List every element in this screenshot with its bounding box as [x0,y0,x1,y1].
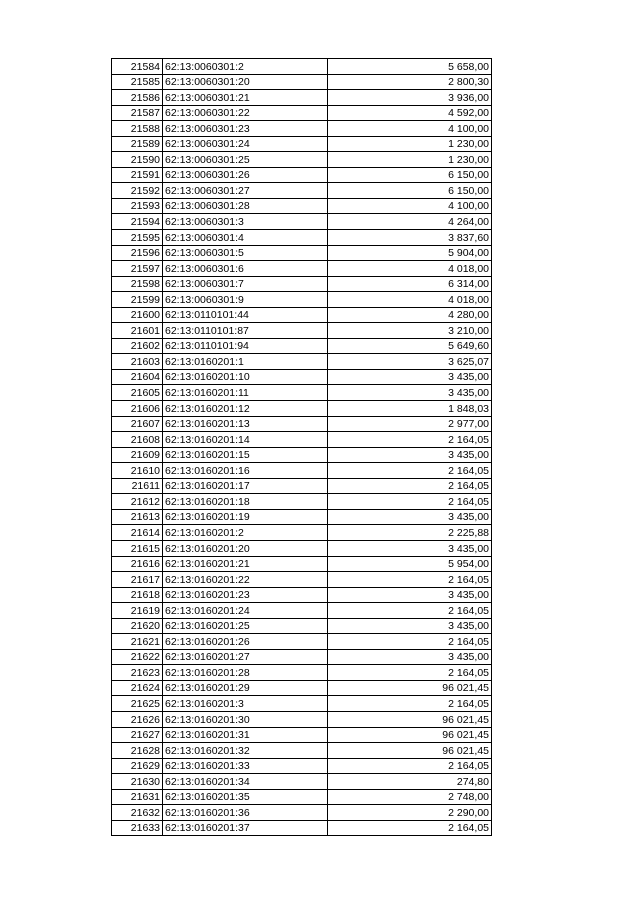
cadastral-number: 62:13:0160201:22 [163,572,328,588]
table-row [112,540,492,556]
table-row [112,354,492,370]
row-number: 21623 [112,665,163,681]
cadastral-number: 62:13:0160201:14 [163,432,328,448]
cadastral-number: 62:13:0160201:32 [163,743,328,759]
row-number: 21601 [112,323,163,339]
cadastral-number: 62:13:0110101:94 [163,338,328,354]
table-row [112,556,492,572]
cadastral-value: 2 748,00 [328,789,492,805]
row-number: 21596 [112,245,163,261]
cadastral-value: 96 021,45 [328,743,492,759]
table-row [112,385,492,401]
cadastral-number: 62:13:0160201:19 [163,509,328,525]
cadastral-value: 3 435,00 [328,587,492,603]
row-number: 21617 [112,572,163,588]
cadastral-number: 62:13:0160201:23 [163,587,328,603]
table-row [112,292,492,308]
cadastral-value: 3 435,00 [328,385,492,401]
cadastral-value: 4 100,00 [328,121,492,137]
cadastral-number: 62:13:0060301:23 [163,121,328,137]
row-number: 21590 [112,152,163,168]
table-row [112,525,492,541]
cadastral-value: 2 164,05 [328,696,492,712]
table-row [112,59,492,75]
row-number: 21629 [112,758,163,774]
row-number: 21606 [112,401,163,417]
cadastral-number: 62:13:0060301:20 [163,74,328,90]
table-body [112,59,492,836]
cadastral-number: 62:13:0160201:24 [163,603,328,619]
table-row [112,245,492,261]
row-number: 21599 [112,292,163,308]
row-number: 21626 [112,711,163,727]
row-number: 21586 [112,90,163,106]
row-number: 21591 [112,167,163,183]
table-row [112,805,492,821]
cadastral-value: 2 164,05 [328,820,492,836]
row-number: 21612 [112,494,163,510]
table-row [112,789,492,805]
cadastral-value: 2 164,05 [328,463,492,479]
row-number: 21631 [112,789,163,805]
row-number: 21592 [112,183,163,199]
cadastral-value: 2 164,05 [328,603,492,619]
cadastral-number: 62:13:0060301:7 [163,276,328,292]
table-row [112,121,492,137]
cadastral-value: 3 435,00 [328,369,492,385]
row-number: 21614 [112,525,163,541]
row-number: 21588 [112,121,163,137]
cadastral-number: 62:13:0160201:15 [163,447,328,463]
cadastral-number: 62:13:0160201:28 [163,665,328,681]
cadastral-value: 6 150,00 [328,167,492,183]
row-number: 21609 [112,447,163,463]
row-number: 21589 [112,136,163,152]
table-row [112,183,492,199]
table-row [112,634,492,650]
cadastral-value: 2 800,30 [328,74,492,90]
cadastral-number: 62:13:0160201:2 [163,525,328,541]
table-row [112,307,492,323]
row-number: 21633 [112,820,163,836]
table-row [112,696,492,712]
row-number: 21628 [112,743,163,759]
table-row [112,820,492,836]
cadastral-value: 3 936,00 [328,90,492,106]
table-row [112,494,492,510]
cadastral-number: 62:13:0110101:87 [163,323,328,339]
row-number: 21602 [112,338,163,354]
cadastral-number: 62:13:0060301:24 [163,136,328,152]
cadastral-value: 1 230,00 [328,136,492,152]
cadastral-number: 62:13:0160201:16 [163,463,328,479]
table-row [112,416,492,432]
cadastral-value: 1 230,00 [328,152,492,168]
table-row [112,758,492,774]
table-row [112,432,492,448]
row-number: 21611 [112,478,163,494]
row-number: 21624 [112,680,163,696]
table-row [112,649,492,665]
cadastral-value: 2 164,05 [328,572,492,588]
row-number: 21595 [112,230,163,246]
row-number: 21625 [112,696,163,712]
table-row [112,727,492,743]
row-number: 21627 [112,727,163,743]
cadastral-value: 274,80 [328,774,492,790]
cadastral-value-table [111,58,492,836]
table-row [112,90,492,106]
row-number: 21600 [112,307,163,323]
cadastral-value: 5 649,60 [328,338,492,354]
row-number: 21613 [112,509,163,525]
cadastral-value: 2 977,00 [328,416,492,432]
table-row [112,230,492,246]
cadastral-number: 62:13:0110101:44 [163,307,328,323]
table-row [112,665,492,681]
row-number: 21597 [112,261,163,277]
row-number: 21607 [112,416,163,432]
row-number: 21619 [112,603,163,619]
cadastral-number: 62:13:0160201:17 [163,478,328,494]
row-number: 21616 [112,556,163,572]
table-row [112,447,492,463]
cadastral-number: 62:13:0160201:18 [163,494,328,510]
cadastral-number: 62:13:0160201:35 [163,789,328,805]
cadastral-number: 62:13:0160201:1 [163,354,328,370]
row-number: 21608 [112,432,163,448]
table-row [112,680,492,696]
cadastral-value: 2 164,05 [328,665,492,681]
cadastral-value: 3 435,00 [328,649,492,665]
cadastral-number: 62:13:0060301:3 [163,214,328,230]
cadastral-number: 62:13:0160201:3 [163,696,328,712]
cadastral-value: 4 264,00 [328,214,492,230]
cadastral-value: 3 435,00 [328,447,492,463]
cadastral-value: 4 018,00 [328,261,492,277]
row-number: 21585 [112,74,163,90]
row-number: 21615 [112,540,163,556]
cadastral-value: 3 210,00 [328,323,492,339]
cadastral-number: 62:13:0060301:25 [163,152,328,168]
cadastral-value: 3 435,00 [328,509,492,525]
row-number: 21621 [112,634,163,650]
table-row [112,587,492,603]
row-number: 21593 [112,198,163,214]
cadastral-number: 62:13:0060301:28 [163,198,328,214]
row-number: 21618 [112,587,163,603]
cadastral-value: 5 954,00 [328,556,492,572]
cadastral-value: 4 018,00 [328,292,492,308]
cadastral-value: 3 625,07 [328,354,492,370]
table-row [112,338,492,354]
cadastral-number: 62:13:0160201:37 [163,820,328,836]
cadastral-number: 62:13:0160201:12 [163,401,328,417]
cadastral-value: 2 225,88 [328,525,492,541]
cadastral-value: 4 100,00 [328,198,492,214]
cadastral-number: 62:13:0160201:31 [163,727,328,743]
cadastral-number: 62:13:0060301:6 [163,261,328,277]
cadastral-value: 2 164,05 [328,432,492,448]
cadastral-number: 62:13:0160201:27 [163,649,328,665]
row-number: 21603 [112,354,163,370]
cadastral-value: 96 021,45 [328,727,492,743]
table-row [112,261,492,277]
cadastral-value: 96 021,45 [328,680,492,696]
cadastral-value: 6 314,00 [328,276,492,292]
row-number: 21594 [112,214,163,230]
table-row [112,74,492,90]
row-number: 21584 [112,59,163,75]
cadastral-value: 3 435,00 [328,540,492,556]
cadastral-number: 62:13:0160201:13 [163,416,328,432]
cadastral-number: 62:13:0160201:29 [163,680,328,696]
row-number: 21620 [112,618,163,634]
cadastral-value: 2 164,05 [328,758,492,774]
row-number: 21630 [112,774,163,790]
table-row [112,463,492,479]
cadastral-number: 62:13:0160201:11 [163,385,328,401]
cadastral-number: 62:13:0160201:10 [163,369,328,385]
cadastral-number: 62:13:0160201:34 [163,774,328,790]
cadastral-number: 62:13:0060301:21 [163,90,328,106]
table-row [112,105,492,121]
cadastral-value: 96 021,45 [328,711,492,727]
cadastral-value: 4 280,00 [328,307,492,323]
cadastral-value: 5 658,00 [328,59,492,75]
cadastral-value: 5 904,00 [328,245,492,261]
cadastral-value: 1 848,03 [328,401,492,417]
cadastral-number: 62:13:0060301:27 [163,183,328,199]
table-row [112,711,492,727]
row-number: 21605 [112,385,163,401]
cadastral-number: 62:13:0060301:22 [163,105,328,121]
cadastral-value: 2 164,05 [328,494,492,510]
row-number: 21622 [112,649,163,665]
table-row [112,401,492,417]
cadastral-number: 62:13:0160201:25 [163,618,328,634]
cadastral-value: 2 290,00 [328,805,492,821]
table-row [112,369,492,385]
cadastral-number: 62:13:0160201:26 [163,634,328,650]
row-number: 21610 [112,463,163,479]
table-row [112,276,492,292]
table-row [112,509,492,525]
cadastral-number: 62:13:0160201:20 [163,540,328,556]
row-number: 21604 [112,369,163,385]
cadastral-number: 62:13:0060301:26 [163,167,328,183]
table-row [112,152,492,168]
table-row [112,618,492,634]
cadastral-value: 2 164,05 [328,478,492,494]
cadastral-number: 62:13:0060301:5 [163,245,328,261]
cadastral-value: 3 435,00 [328,618,492,634]
table-row [112,478,492,494]
cadastral-value: 2 164,05 [328,634,492,650]
table-row [112,198,492,214]
table-row [112,136,492,152]
row-number: 21632 [112,805,163,821]
cadastral-value: 3 837,60 [328,230,492,246]
cadastral-number: 62:13:0060301:9 [163,292,328,308]
table-row [112,774,492,790]
table-row [112,167,492,183]
cadastral-value: 6 150,00 [328,183,492,199]
cadastral-number: 62:13:0160201:33 [163,758,328,774]
cadastral-number: 62:13:0060301:4 [163,230,328,246]
cadastral-number: 62:13:0160201:36 [163,805,328,821]
row-number: 21598 [112,276,163,292]
cadastral-number: 62:13:0060301:2 [163,59,328,75]
cadastral-value: 4 592,00 [328,105,492,121]
table-row [112,323,492,339]
row-number: 21587 [112,105,163,121]
table-row [112,572,492,588]
cadastral-number: 62:13:0160201:30 [163,711,328,727]
table-row [112,214,492,230]
table-row [112,743,492,759]
cadastral-number: 62:13:0160201:21 [163,556,328,572]
table-row [112,603,492,619]
